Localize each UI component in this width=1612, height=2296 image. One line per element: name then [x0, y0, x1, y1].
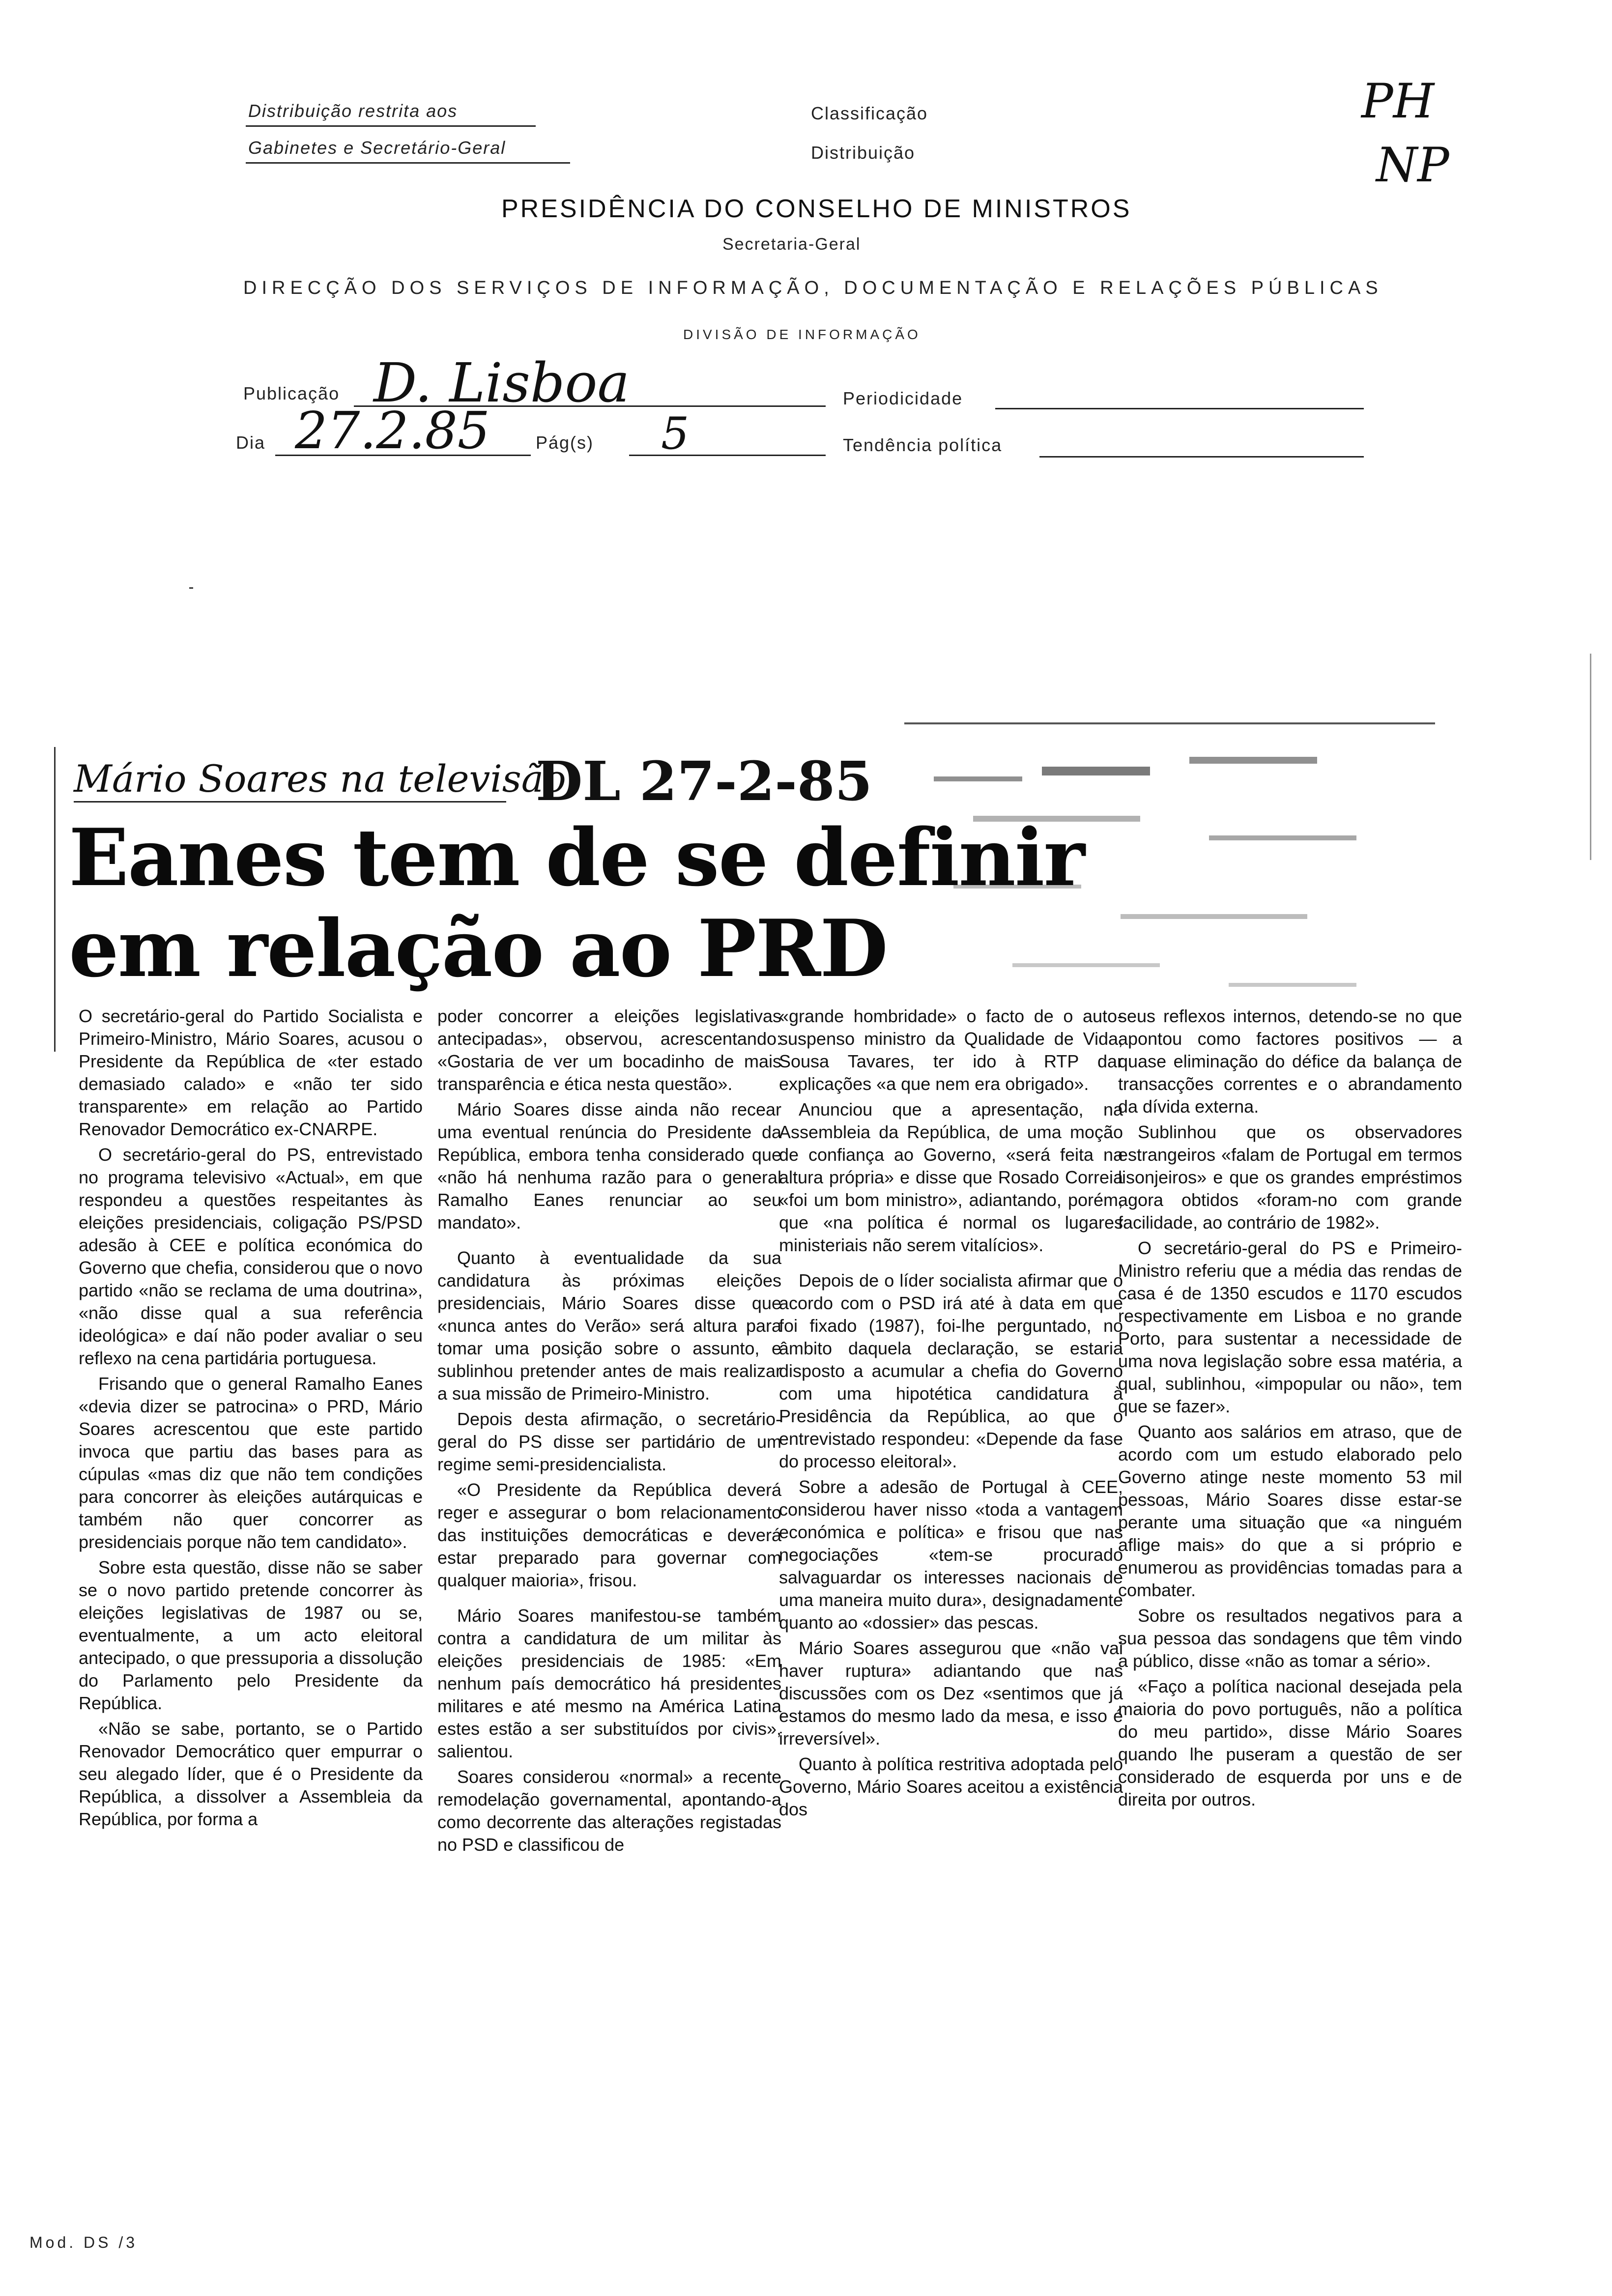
paragraph: «Faço a política nacional desejada pela maioria do povo português, não a política do meu partido», disse Mário Soares quando lhe puseram a questão de ser considerado de esquerda por uns e de direita por outros. [1118, 1676, 1462, 1809]
paragraph: Depois desta afirmação, o secretário-geral do PS disse ser partidário de um regime semi-presidencialista. [437, 1409, 781, 1474]
distribution-underline-1 [246, 125, 536, 127]
paragraph: «grande hombridade» o facto de o auto-suspenso ministro da Qualidade de Vida, Sousa Tavares, ter ido à RTP dar explicações «a que nem era obrigado». [779, 1006, 1123, 1094]
handwritten-note-line-2: NP [1376, 138, 1449, 193]
paragraph: Mário Soares manifestou-se também contra a candidatura de um militar às eleições presidenciais de 1985: «Em nenhum país democrático há presidentes militares e até mesmo na América Latina estes estão a ser substituídos por civis», salientou. [437, 1606, 781, 1761]
article-kicker: Mário Soares na televisão [74, 757, 566, 801]
handwritten-note-line-1: PH [1361, 74, 1435, 129]
division: DIVISÃO DE INFORMAÇÃO [683, 327, 921, 342]
paragraph: seus reflexos internos, detendo-se no que apontou como factores positivos — a quase eliminação do défice da balança de transacções correntes e o abrandamento da dívida externa. [1118, 1006, 1462, 1117]
article-column-1 [79, 1005, 423, 1834]
clipping-top-edge [904, 722, 1435, 724]
political-trend-label: Tendência política [843, 435, 1003, 455]
periodicity-line [995, 408, 1364, 409]
scan-edge-mark [1590, 654, 1591, 860]
classification-label: Classificação [811, 103, 928, 123]
halftone-noise [914, 737, 1445, 1012]
paragraph: Sobre a adesão de Portugal à CEE, considerou haver nisso «toda a vantagem económica e política» e frisou que nas negociações «tem-se procurado salvaguardar os interesses nacionais de uma maneira muito dura», designadamente quanto ao «dossier» das pescas. [779, 1477, 1123, 1633]
paragraph: «O Presidente da República deverá reger e assegurar o bom relacionamento das instituições democráticas e deverá estar preparado para governar com qualquer maioria», frisou. [437, 1480, 781, 1590]
kicker-underline [74, 801, 506, 803]
day-value: 27.2.85 [295, 401, 490, 460]
pages-label: Pág(s) [536, 432, 594, 453]
pages-line [629, 455, 826, 456]
publication-label: Publicação [243, 383, 340, 403]
date-stamp: DL 27-2-85 [536, 749, 873, 813]
scan-speck [189, 587, 193, 589]
distribution-underline-2 [246, 162, 570, 164]
form-code: Mod. DS /3 [29, 2234, 138, 2251]
paragraph: Quanto à política restritiva adoptada pelo Governo, Mário Soares aceitou a existência dos [779, 1754, 1123, 1819]
paragraph: Mário Soares assegurou que «não vai haver ruptura» adiantando que nas discussões com os Dez «sentimos que já estamos do mesmo lado da mesa, e isso é irreversível». [779, 1638, 1123, 1749]
paragraph: Quanto à eventualidade da sua candidatura às próximas eleições presidenciais, Mário Soares disse que «nunca antes do Verão» será altura para tomar uma posição sobre o assunto, e sublinhou pretender antes de mais realizar a sua missão de Primeiro-Ministro. [437, 1248, 781, 1404]
article-column-4 [1118, 1005, 1462, 1814]
paragraph: Anunciou que a apresentação, na Assembleia da República, de uma moção de confiança ao Governo, «será feita na altura própria» e disse que Rosado Correia «foi um bom ministro», adiantando, porém, que «na política é normal os lugares ministeriais não serem vitalícios». [779, 1099, 1123, 1255]
directorate: DIRECÇÃO DOS SERVIÇOS DE INFORMAÇÃO, DOCUMENTAÇÃO E RELAÇÕES PÚBLICAS [243, 278, 1383, 298]
secretariat: Secretaria-Geral [722, 235, 861, 254]
clipping-left-edge [54, 747, 56, 1052]
periodicity-label: Periodicidade [843, 388, 963, 408]
headline-line-1: Eanes tem de se definir [69, 811, 1084, 904]
paragraph: O secretário-geral do PS e Primeiro-Ministro referiu que a média das rendas de casa é de 1350 escudos e 1170 escudos respectivamente em Lisboa e no grande Porto, para sustentar a necessidade de uma nova legislação sobre essa matéria, a qual, sublinhou, «impopular ou não», tem que se fazer». [1118, 1238, 1462, 1416]
distribution-label: Distribuição [811, 143, 916, 163]
article-column-2 [437, 1005, 781, 1859]
pages-value: 5 [661, 408, 690, 459]
headline-line-2: em relação ao PRD [69, 902, 887, 995]
paragraph: Quanto aos salários em atraso, que de acordo com um estudo elaborado pelo Governo atinge neste momento 53 mil pessoas, Mário Soares disse estar-se perante uma situação que «a ninguém aflige mais» do que a si próprio e enumerou as providências tomadas para a combater. [1118, 1422, 1462, 1600]
day-label: Dia [236, 432, 266, 453]
day-line [275, 455, 531, 456]
paragraph: Depois de o líder socialista afirmar que o acordo com o PSD irá até à data em que foi fixado (1987), foi-lhe perguntado, no âmbito daquela declaração, se estaria disposto a acumular a chefia do Governo com uma hipotética candidatura à Presidência da República, ao que o entrevistado respondeu: «Depende da fase do processo eleitoral». [779, 1270, 1123, 1471]
paragraph: O secretário-geral do Partido Socialista e Primeiro-Ministro, Mário Soares, acusou o Presidente da República de «ter estado demasiado calado» e «não ter sido transparente» em relação ao Partido Renovador Democrático ex-CNARPE. [79, 1006, 423, 1139]
paragraph: Sublinhou que os observadores estrangeiros «falam de Portugal em termos lisonjeiros» e que os grandes empréstimos agora obtidos «foram-no com grande facilidade, ao contrário de 1982». [1118, 1122, 1462, 1233]
political-trend-line [1039, 456, 1364, 458]
office-title: PRESIDÊNCIA DO CONSELHO DE MINISTROS [501, 195, 1132, 223]
paragraph: «Não se sabe, portanto, se o Partido Renovador Democrático quer empurrar o seu alegado líder, que é o Presidente da República, a dissolver a Assembleia da República, por forma a [79, 1719, 423, 1829]
article-column-3 [779, 1005, 1123, 1824]
distribution-line-1: Distribuição restrita aos [248, 101, 458, 121]
paragraph: O secretário-geral do PS, entrevistado no programa televisivo «Actual», em que respondeu a questões respeitantes às eleições presidenciais, coligação PS/PSD adesão à CEE e política económica do Governo que chefia, considerou que o novo partido «não se reclama de uma doutrina», «não disse qual a sua referência ideológica» e daí não poder avaliar o seu reflexo na cena partidária portuguesa. [79, 1145, 423, 1368]
paragraph: Sobre esta questão, disse não se saber se o novo partido pretende concorrer às eleições legislativas de 1987 ou se, eventualmente, a um acto eleitoral antecipado, o que pressuporia a dissolução do Parlamento pelo Presidente da República. [79, 1557, 423, 1713]
publication-value: D. Lisboa [374, 351, 630, 414]
distribution-line-2: Gabinetes e Secretário-Geral [248, 138, 506, 158]
paragraph: Soares considerou «normal» a recente remodelação governamental, apontando-a como decorrente das alterações registadas no PSD e classificou de [437, 1767, 781, 1855]
paragraph: Sobre os resultados negativos para a sua pessoa das sondagens que têm vindo a público, disse «não as tomar a sério». [1118, 1606, 1462, 1671]
paragraph: Mário Soares disse ainda não recear uma eventual renúncia do Presidente da República, embora tenha considerado que «não há nenhuma razão para o general Ramalho Eanes renunciar ao seu mandato». [437, 1099, 781, 1233]
paragraph: poder concorrer a eleições legislativas antecipadas», observou, acrescentando: «Gostaria de ver um bocadinho de mais transparência e ética nesta questão». [437, 1006, 781, 1094]
paragraph: Frisando que o general Ramalho Eanes «devia dizer se patrocina» o PRD, Mário Soares acrescentou que este partido invoca que partiu das bases para as cúpulas «mas diz que não tem condições para concorrer às eleições autárquicas e também não quer concorrer as presidenciais porque não tem candidato». [79, 1374, 423, 1552]
